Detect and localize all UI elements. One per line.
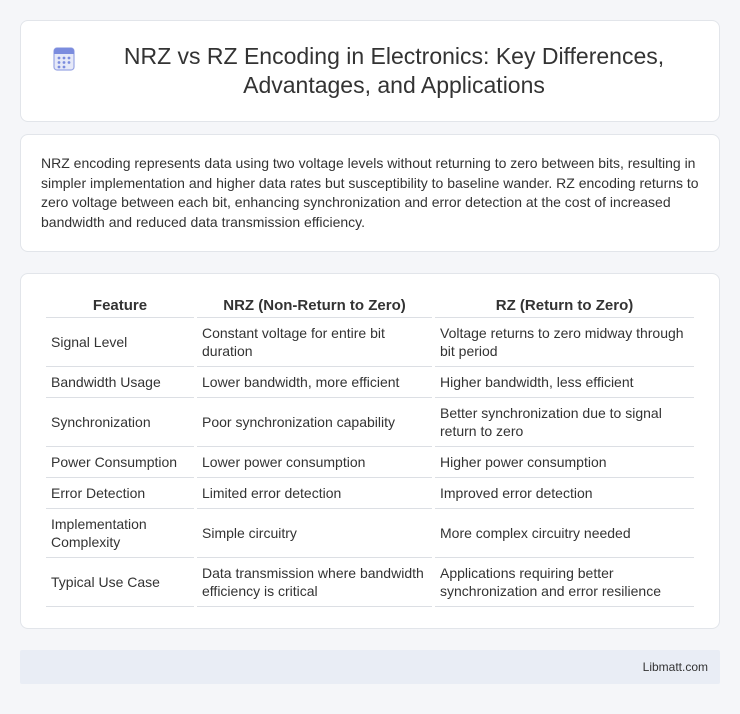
column-header-nrz: NRZ (Non-Return to Zero) xyxy=(197,294,432,318)
summary-card xyxy=(20,134,720,252)
table-cell-rz: Improved error detection xyxy=(435,478,694,509)
table-cell-nrz: Data transmission where bandwidth efficiency is critical xyxy=(197,558,432,607)
table-cell-feature: Synchronization xyxy=(46,398,194,447)
table-row xyxy=(46,558,694,607)
table-cell-nrz: Lower bandwidth, more efficient xyxy=(197,367,432,398)
table-cell-nrz: Lower power consumption xyxy=(197,447,432,478)
table-cell-feature: Typical Use Case xyxy=(46,558,194,607)
table-cell-rz: More complex circuitry needed xyxy=(435,509,694,558)
table-card xyxy=(20,273,720,629)
table-row xyxy=(46,367,694,398)
table-cell-feature: Implementation Complexity xyxy=(46,509,194,558)
table-cell-nrz: Limited error detection xyxy=(197,478,432,509)
table-cell-rz: Higher power consumption xyxy=(435,447,694,478)
table-cell-nrz: Simple circuitry xyxy=(197,509,432,558)
table-cell-nrz: Poor synchronization capability xyxy=(197,398,432,447)
table-row xyxy=(46,447,694,478)
table-document-icon xyxy=(51,46,77,72)
table-cell-rz: Voltage returns to zero midway through bit period xyxy=(435,318,694,367)
table-cell-rz: Better synchronization due to signal return to zero xyxy=(435,398,694,447)
footer-brand: Libmatt.com xyxy=(642,660,708,674)
column-header-feature: Feature xyxy=(46,294,194,318)
header-card xyxy=(20,20,720,122)
table-cell-rz: Higher bandwidth, less efficient xyxy=(435,367,694,398)
table-row xyxy=(46,478,694,509)
table-cell-feature: Power Consumption xyxy=(46,447,194,478)
table-cell-rz: Applications requiring better synchronization and error resilience xyxy=(435,558,694,607)
summary-text: NRZ encoding represents data using two voltage levels without returning to zero between bits, resulting in simpler implementation and higher data rates but susceptibility to baseline wander. RZ encoding returns to zero voltage between each bit, enhancing synchronization and error detection at the cost of increased bandwidth and reduced data transmission efficiency. xyxy=(41,155,699,230)
table-header-row xyxy=(46,294,694,318)
table-cell-feature: Error Detection xyxy=(46,478,194,509)
table-row xyxy=(46,318,694,367)
title-wrap xyxy=(51,42,689,100)
table-cell-nrz: Constant voltage for entire bit duration xyxy=(197,318,432,367)
page-title: NRZ vs RZ Encoding in Electronics: Key Differences, Advantages, and Applications xyxy=(123,43,665,98)
table-row xyxy=(46,509,694,558)
footer-bar xyxy=(20,650,720,684)
table-cell-feature: Bandwidth Usage xyxy=(46,367,194,398)
table-row xyxy=(46,398,694,447)
table-cell-feature: Signal Level xyxy=(46,318,194,367)
comparison-table xyxy=(43,294,697,607)
column-header-rz: RZ (Return to Zero) xyxy=(435,294,694,318)
